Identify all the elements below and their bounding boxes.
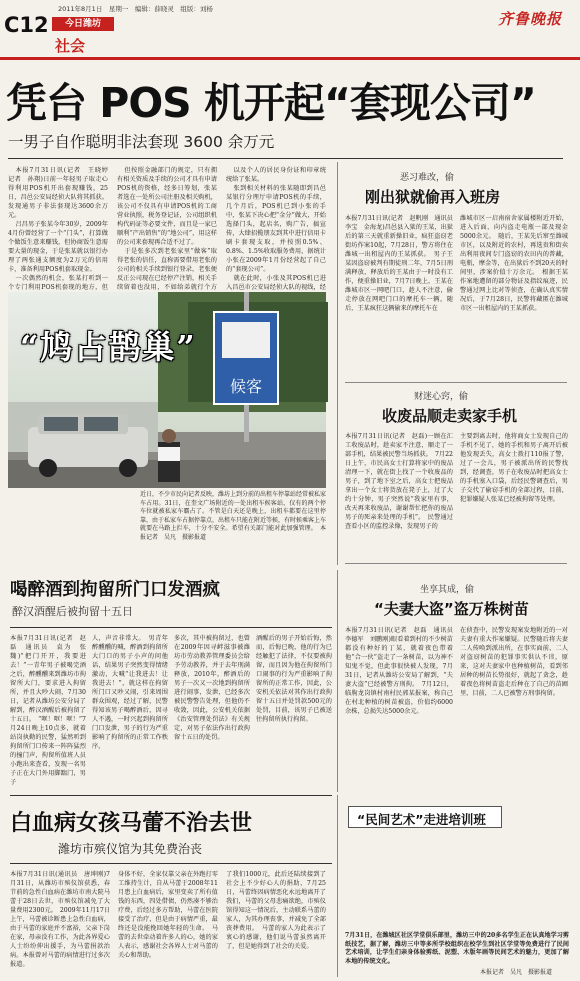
art-headline-box: [348, 806, 502, 828]
drunk-col-1: 本报7月31日讯(记者 赵磊 通讯员 袁为 张魏)“把门开开，我要进去！”一青年男子被喝完酒之后，醉醺醺来到潍坊市拘留所大门，要求进入拘留所，并且大吵大闹，7月30日，记者从潍坊公安分局了解到，醉汉酒醒后被拘留了十五日。 “哐！哐！哐！”7月24日晚上10点多，就着站岗执勤的民警，猛然听到拘留所门口传来一阵阵猛烈的撞门声，拘留所值班人员小跑出来查看，发现一名男子正在大门外用脚踹门，男子: [10, 635, 86, 786]
thief-col-2: 在侦查中，民警发现案发地附近的一对夫妻有重大作案嫌疑。民警随后将夫妻二人传唤到派出所，在事实面前，二人对盗窃树苗的犯罪事实供认不讳，原来，这对夫妻家中也种植树苗，看到邻居种的树苗长势很好，就起了贪念，趁着夜色将树苗盗走后种在了自己的苗圃里，目前，二人已被警方刑事拘留。: [460, 627, 568, 697]
art-headline: “民间艺术”走进培训班: [357, 812, 486, 827]
lead-para: 就在此时，小张及其POS机已进入昌邑市公安局经侦大队的视线，经: [226, 275, 326, 291]
phone-kicker: 财迷心窍，偷: [414, 392, 469, 402]
lead-para: 本报7月31日讯(记者 王晓婷 记者 孙翔)日前一年轻男子取走心得利用POS机开出套现赚钱，25日，昌邑公安局经侦大队将其抓获。发现通男子非法套现达3600余万元。: [8, 167, 115, 219]
sign-text: 候客: [229, 377, 263, 396]
bird-caption: 近日，不少市民向记者反映，潍坊上到分前的出租车停靠站经常被私家车占用。31日，在奎文广场附近的一处出租车候客站，仅有的两个停车位就被私家车霸占了。不管是白天还是晚上，出租车都要在这里停靠，由于私家车占据停靠点，出租车只能在附近等候，有时候乘客上车就要在马路上拦车，十分不安全。希望有关部门能对此加强管理。 本报记者 吴凡 摄影报道: [140, 491, 327, 541]
jail-col-2: 潍城市区一启南宿舍家属楼附近开始，进入后面，向内盗走电瓶一部及现金 5000余元。 随后，王某先后窜至潍城市区，以及附近的农村，再选贵和街卖出利用夜间专门盗窃的农田内的普藏，电瓶，摩金等，在出狱后不到20天的时间里，涉案价值十万余元。 根据王某作案地遭留的部分物证及指纹痕迹，民警通过网上比对等侦查，在确认真实情况后，于7月28日，民警将藏匿在潍城市区一出租屋内的王某抓获。: [460, 215, 568, 312]
drunk-col-4: 酒醒后的男子开始后悔，然而，后悔已晚，他的行为已经触犯了法律，不仅要被拘留，而且因为他在拘留所门口闹事的行为严重影响了拘留所的正常工作，因此，公安机关依法对其作出行政拘留十五日并处罚款500元的处罚，目前，该男子已被送往拘留所执行拘留。: [256, 635, 332, 723]
lead-para: 吕昌男子张某今年30岁，2009年4月份曾经营了一个“门头”，打算做个做饭生意来赚钱，但协商饭生意需要大量的现金，于是张某就以银行办理了两张通支额度为2万元的信用卡，准备利用POS机套取现金。: [8, 221, 108, 273]
lead-para: 张到相关材料的张某随即到昌邑某银行分理厅申请POS机的手续，几个月后，POS机已到小张的手中，张某下决心把“金分”做大，开始选择门头，起店名，购广告，搞宣传，大肆招揽朋友到其中进行信用卡刷卡套现支取，并按照0.5%、0.8%、1.5%收取服务费用，据统计小张在2009年1月份经营起了自己的“套现公司”。: [226, 185, 326, 273]
drunk-col-2: 人，声音非常大。 男青年醉醺醺的喊，醉酒到拘留所大门口的男子小声的问他话，结果男子突然变得情绪激动，大喊“让我进去！让我进去！”，就这样在拘留所门口又吵又闹，引来周围群众围观，经过了解，民警得知该男子喝醉酒后，因寻人不遇，一时兴起到拘留所门口发泄，男子的行为严重影响了拘留所的正常工作秩序，: [92, 635, 168, 750]
art-credit: 本报记者 吴凡 摄影报道: [480, 969, 553, 976]
bird-photo: [8, 292, 326, 488]
page-number: C12: [4, 13, 49, 37]
brand-logo: 齐鲁晚报: [498, 10, 563, 28]
masthead: [0, 0, 580, 58]
drunk-subhead: 醉汉酒醒后被拘留十五日: [12, 605, 133, 618]
phone-col-1: 本报7月31日讯(记者 赵磊)一顾在汇工收废品时，趁卖家不注意，顺走了一部手机，结果被民警当场抓获。 7月22日上午，市民高女士打算将家中的废品清理一下，就在街上找了一个收废品的男子，到了地下室之后，高女士把废品拿出一个女士将货放在凳子上，过了大约十分钟，男子突然说“我家里有事，改天再来收废品，谢谢帮忙把你的废品男子的死亲来处理的手机”。 民警通过查看小区的监控录像，发现男子的: [345, 433, 453, 530]
drunk-headline: 喝醉酒到拘留所门口发酒疯: [10, 580, 220, 600]
illness-headline: 白血病女孩马蕾不治去世: [10, 811, 253, 836]
date-line: 2011年8月1日 星期一 编辑：薛晓灵 组版：刘杨: [58, 5, 213, 13]
thief-col-1: 本报7月31日讯(记者 赵磊 通讯员 李德军 刘鹏刚)眼看着到村的不少树苗都没有种好的丁某，就着夜色带着他“合一伙”盗走了一条树苗，以为神不知鬼不觉，但此事很快被人发现，7月31日，记者从潍坊公安局了解到，“夫妻大盗”已经被警方刑拘。 7月12日，临朐龙岗镇村南村民郭某报案，称自己在村北种植的树苗被盗，价值约6000余株，总损失达5000余元。: [345, 627, 460, 715]
jail-kicker: 恶习难改，偷: [400, 173, 455, 183]
thief-kicker: 坐享其成，偷: [420, 585, 475, 595]
section-name: 社会: [55, 37, 86, 55]
art-caption: 7月31日，在潍城区社区学堂俱乐部里，潍坊三中的20多名学生正在认真地学习剪纸技艺，据了解，潍坊三中等多所学校组织在校学生到社区学堂等免费进行了民间艺术培训，让学生们亲身体验剪纸、泥塑、木版年画等民间艺术的魅力，更加了解本地的传统文化。: [345, 932, 569, 965]
illness-col-1: 本报7月31日讯(通讯员 唐坤刚)7月31日，从潍坊市殡仪馆获悉，春节前的急性白血病在潍坊市南大院马蕾于28日去世，市殡仪馆减免了大量费用2300元。 2009年11月17日上午，马蕾被诊断患上急性白血病，由于马蕾的家庭并不富裕，父亲下岗在家，母亲没有工作，为此各界爱心人士纷纷伸出援手，为马蕾捐款治病。本报曾对马蕾的病情进行过多次报道。: [10, 871, 110, 968]
lead-subhead: 一男子自作聪明非法套现 3600 余万元: [8, 133, 275, 151]
jail-headline: 刚出狱就偷再入班房: [365, 188, 501, 206]
drunk-col-3: 多次，其中被拘留过，也曾在2009年因寻衅滋事被潍坊市劳动教养管理委员会给予劳动教养，并于去年刑满释放，2010年，醉酒后的男子一次又一次地到拘留所进行闹事，发泄，已经多次被民警警告处理，但他仍不收敛，因此，公安机关依据《治安管理处罚法》有关规定，对男子依法作出行政拘留十五日的处罚。: [174, 635, 250, 741]
phone-col-2: 主要到离去时，他将商女士发现自己的手机不见了，她的手机和男子离开后被他发现丢失，高女士拨打110报了警，过了一会儿，男子被派出所的民警找到，经调查，男子在收废品时把高女士的手机塞入口袋，后经民警调查后，男子交代了偷窃手机的全部过程，目前，犯罪嫌疑人张某已经被拘留等处理。: [460, 433, 568, 503]
illness-col-2: 身体不好，全家仅靠父亲在外跑打零工维持生计，自从马蕾于2008年11月患上白血病后，家里变卖了所有值钱的东西，四处借债，仍然凑不够治疗费，后经过多方帮助，马蕾在医院接受了治疗，但是由于病情严重，最终还是没能挽回她年轻的生命。 马蕾的去世牵动着许多人的心，她的家人表示，感谢社会各界人士对马蕾的关心和帮助。: [118, 871, 218, 959]
lead-headline: 凭台 POS 机开起“套现公司”: [6, 79, 536, 127]
illness-col-3: 了我们1000元，此后还陆续接到了社会上不少好心人的捐助，7月25日，马蕾终因病情恶化永远地离开了我们，马蕾的父母悲痛欲绝，市殡仪馆得知这一情况后，主动联系马蕾的家人，为其办理丧事，并减免了全部丧葬费用。 马蕾的家人为此表示了衷心的感谢，他们说马蕾虽然离开了，但是她得到了社会的关爱。: [226, 871, 326, 950]
lead-para: 以及个人的居民身份证和印章统统给了张某。: [226, 167, 326, 183]
illness-subhead: 潍坊市殡仪馆为其免费治丧: [58, 842, 203, 856]
section-badge: 今日潍坊: [52, 17, 114, 31]
phone-headline: 收废品顺走卖家手机: [382, 407, 518, 425]
jail-col-1: 本报7月31日讯(记者 赵帆刚 通讯员 李宝 金海龙)昌邑县入狱的王某，出狱后的第三天就重新操旧业，疯狂盗窃老街坊作案10起，7月28日，警方将住在潍城一出租屋内的王某抓获。 男子王某因盗窃被判有期徒刑二年，7月5日刑满释放，释放后的王某由于一时没有工作，便重操旧业，7月7日晚上，王某在潍城市区一网吧门口，趁人不注意，偷走停放在网吧门口的摩托车一辆，随后，王某疯狂这辆偷来的摩托车在: [345, 215, 460, 312]
lead-para: 于是张多次到老张家里“做客”取得老张的信任，直称需要借用老张的公司的相关手续到银行登录，老张便反正公司现在已经停产注销，相关手续留着也没用，不如给弟就行个方: [117, 248, 217, 291]
lead-para: 一次偶然的机会，张某打听到一个专门利用POS机套现的地方，但: [8, 275, 108, 291]
thief-headline: “夫妻大盗”盗万株树苗: [374, 600, 529, 618]
lead-para: 但按照金融部门的规定，只有拥有相关资质及手续的公司才具有申请POS机的资格，经多日筹划，张某者选在一处所公司注册及相关购机，该公司不仅具有申请POS机的工商营业执照，税务登记证，公司组织机构代码证等必要文件，而且是一家已顺利“产出销售”的“地公司”，用这样的公司来套现再合适不过了。: [117, 167, 217, 246]
bird-title: “鸠占鹊巢”: [20, 328, 197, 366]
